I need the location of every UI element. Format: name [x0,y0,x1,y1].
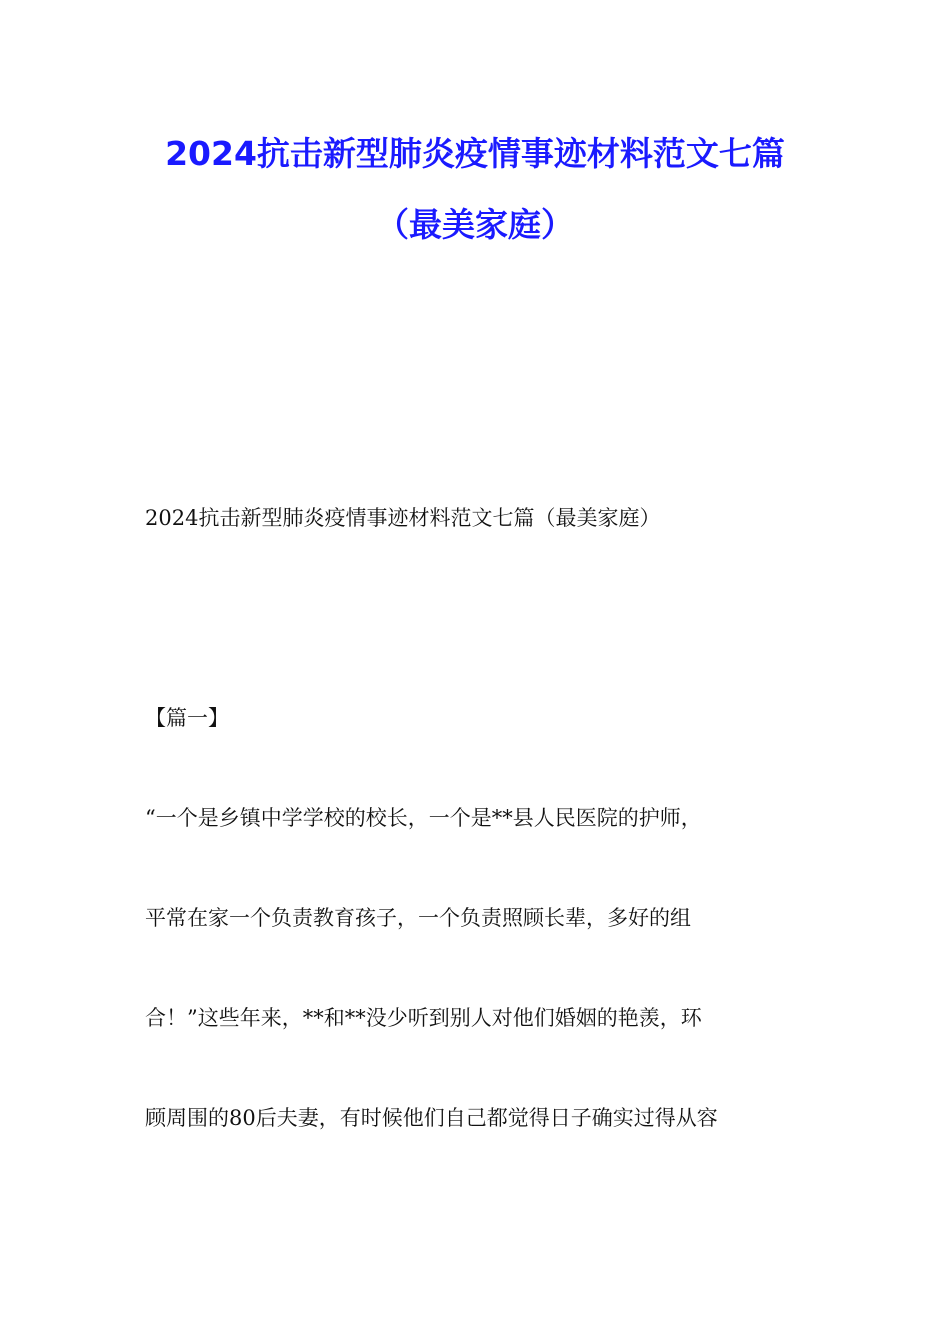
paragraph-line: 平常在家一个负责教育孩子，一个负责照顾长辈，多好的组 [145,906,691,930]
paragraph-line: 合！”这些年来，**和**没少听到别人对他们婚姻的艳羡，环 [145,1006,702,1030]
paragraph-line: 顾周围的80后夫妻，有时候他们自己都觉得日子确实过得从容 [145,1106,718,1130]
section-heading: 【篇一】 [145,706,229,730]
document-subtitle: 2024抗击新型肺炎疫情事迹材料范文七篇（最美家庭） [145,506,661,530]
document-title-line-2: （最美家庭） [376,205,574,244]
paragraph-line: “一个是乡镇中学学校的校长，一个是**县人民医院的护师， [145,806,702,830]
document-title-line-1: 2024抗击新型肺炎疫情事迹材料范文七篇 [165,134,785,173]
